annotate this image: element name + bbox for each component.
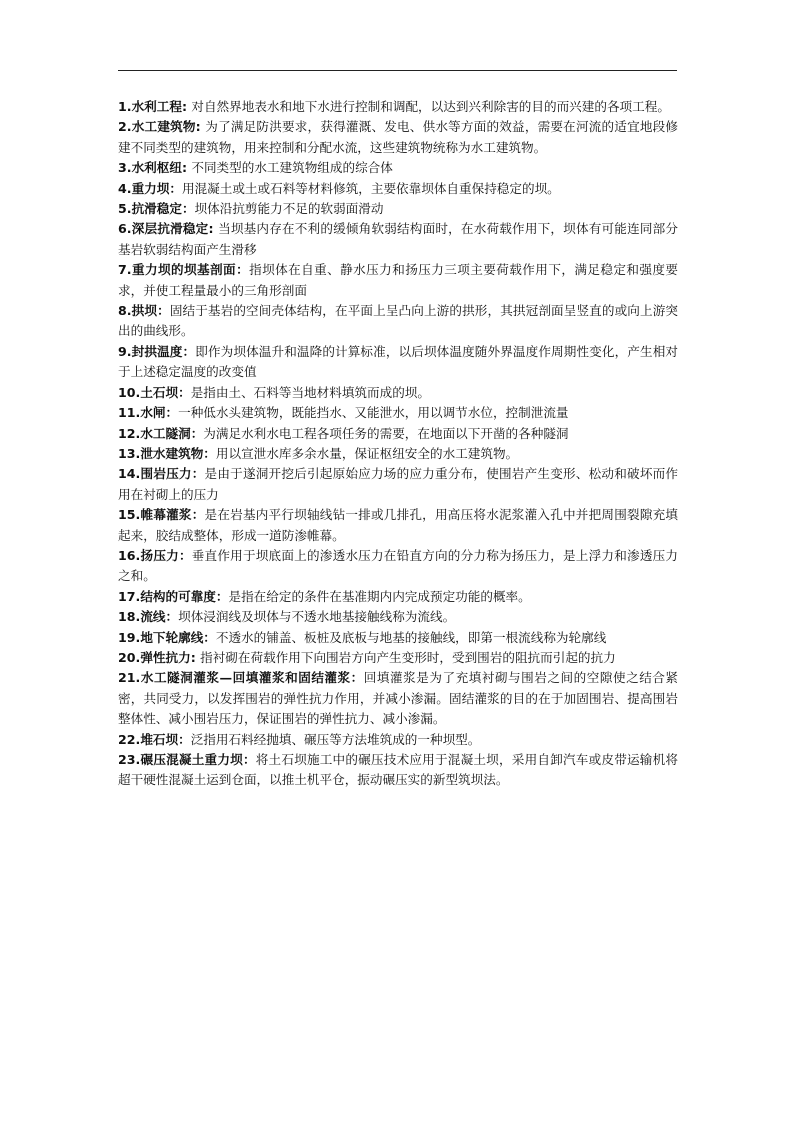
entry-separator: : <box>181 99 192 114</box>
entry-definition: 固结于基岩的空间壳体结构，在平面上呈凸向上游的拱形，其拱冠剖面呈竖直的或向上游突出的曲线形。 <box>118 303 679 339</box>
entry-number: 1. <box>118 99 132 114</box>
glossary-entry <box>118 301 678 342</box>
entry-term: 深层抗滑稳定 <box>131 221 209 237</box>
entry-separator: ： <box>191 507 205 523</box>
glossary-entry <box>118 199 678 219</box>
entry-definition: 坝体浸润线及坝体与不透水地基接触线称为流线。 <box>178 609 456 625</box>
glossary-entry <box>118 383 678 403</box>
glossary-entry <box>118 628 678 648</box>
glossary-entry <box>118 342 678 383</box>
entry-term: 泄水建筑物 <box>140 445 204 461</box>
entry-number: 3. <box>118 160 132 176</box>
entry-term: 水工隧洞 <box>140 425 191 441</box>
header-rule <box>118 70 677 71</box>
entry-number: 21. <box>118 670 141 686</box>
entry-separator: ： <box>190 425 204 441</box>
entry-term: 重力坝的坝基剖面 <box>131 262 237 278</box>
glossary-entry <box>118 219 678 260</box>
entry-definition: 即作为坝体温升和温降的计算标准，以后坝体温度随外界温度作周期性变化，产生相对于上述稳定温度的改变值 <box>118 343 679 380</box>
entry-term: 拱坝 <box>131 303 158 319</box>
entry-definition: 垂直作用于坝底面上的渗透水压力在铅直方向的分力称为扬压力，是上浮力和渗透压力之和。 <box>118 547 679 584</box>
entry-separator: : <box>195 119 206 135</box>
entry-number: 15. <box>118 507 141 523</box>
entry-separator: ： <box>203 445 216 461</box>
entry-separator: ： <box>178 547 192 563</box>
entry-term: 封拱温度 <box>131 343 183 359</box>
entry-term: 扬压力 <box>140 547 179 563</box>
entry-term: 帷幕灌浆 <box>140 507 192 523</box>
entry-number: 13. <box>118 445 141 461</box>
glossary-entry <box>118 158 678 178</box>
entry-separator: : <box>208 221 219 237</box>
entry-term: 结构的可靠度 <box>140 588 216 604</box>
glossary-entry <box>118 97 678 117</box>
entry-separator: : <box>190 649 201 665</box>
entry-separator: ： <box>215 588 229 604</box>
glossary-entry <box>118 668 678 729</box>
entry-definition: 用以宣泄水库多余水量，保证枢纽安全的水工建筑物。 <box>215 445 519 461</box>
entry-term: 水闸 <box>140 405 166 421</box>
entry-term: 围岩压力 <box>140 466 192 482</box>
entry-separator: ： <box>350 670 364 686</box>
entry-separator: : <box>181 160 192 176</box>
entry-definition: 指坝体在自重、静水压力和扬压力三项主要荷载作用下，满足稳定和强度要求，并使工程量最小的三角形剖面 <box>118 262 679 298</box>
entry-definition: 为了满足防洪要求，获得灌溉、发电、供水等方面的效益，需要在河流的适宜地段修建不同类型的建筑物，用来控制和分配水流，这些建筑物统称为水工建筑物。 <box>118 119 679 155</box>
entry-number: 16. <box>118 547 141 563</box>
glossary-entry <box>118 117 678 158</box>
entry-number: 2. <box>118 119 132 135</box>
glossary-entry <box>118 546 678 587</box>
entry-number: 7. <box>118 262 132 278</box>
glossary-entry <box>118 505 678 546</box>
entry-term: 水工建筑物 <box>131 119 196 135</box>
entry-term: 碾压混凝土重力坝 <box>140 752 243 767</box>
entry-number: 5. <box>118 201 132 217</box>
glossary-entry <box>118 587 678 607</box>
entry-definition: 指衬砌在荷载作用下向围岩方向产生变形时，受到围岩的阻抗而引起的抗力 <box>200 649 616 665</box>
entry-separator: ： <box>165 609 179 625</box>
glossary-entry <box>118 260 678 301</box>
entry-separator: ： <box>178 731 191 747</box>
entry-number: 23. <box>118 752 141 767</box>
entry-definition: 用混凝土或土或石料等材料修筑，主要依靠坝体自重保持稳定的坝。 <box>181 180 560 196</box>
entry-definition: 当坝基内存在不利的缓倾角软弱结构面时，在水荷载作用下，坝体有可能连同部分基岩软弱结构面产生滑移 <box>118 221 679 257</box>
entry-separator: ： <box>242 752 256 767</box>
entry-number: 9. <box>118 343 132 359</box>
entry-term: 水工隧洞灌浆—回填灌浆和固结灌浆 <box>140 670 351 686</box>
entry-separator: ： <box>203 629 216 645</box>
glossary-entry <box>118 403 678 423</box>
entry-number: 22. <box>118 731 141 747</box>
entry-definition: 是在岩基内平行坝轴线钻一排或几排孔，用高压将水泥浆灌入孔中并把周围裂隙充填起来，胶结成整体，形成一道防渗帷幕。 <box>118 507 679 543</box>
entry-definition: 为满足水利水电工程各项任务的需要，在地面以下开凿的各种隧洞 <box>203 425 569 441</box>
entry-number: 12. <box>118 425 141 441</box>
entry-definition: 对自然界地表水和地下水进行控制和调配，以达到兴利除害的目的而兴建的各项工程。 <box>191 99 670 114</box>
entry-number: 10. <box>118 384 141 400</box>
entry-definition: 不同类型的水工建筑物组成的综合体 <box>191 160 393 176</box>
entry-term: 弹性抗力 <box>140 649 191 665</box>
entry-separator: ： <box>165 405 179 421</box>
entry-term: 水利工程 <box>131 99 182 114</box>
entry-number: 8. <box>118 303 132 319</box>
entry-separator: ： <box>169 180 182 196</box>
entry-definition: 不透水的铺盖、板桩及底板与地基的接触线，即第一根流线称为轮廓线 <box>215 629 607 645</box>
glossary-entry <box>118 179 678 199</box>
entry-term: 流线 <box>140 609 166 625</box>
entry-number: 18. <box>118 609 141 625</box>
entry-definition: 泛指用石料经抛填、碾压等方法堆筑成的一种坝型。 <box>190 731 481 747</box>
entry-definition: 一种低水头建筑物，既能挡水、又能泄水，用以调节水位，控制泄流量 <box>178 405 569 421</box>
entry-number: 11. <box>118 405 141 421</box>
entry-separator: ： <box>236 262 250 278</box>
entry-term: 重力坝 <box>131 180 170 196</box>
glossary-entry <box>118 607 678 627</box>
entry-number: 4. <box>118 180 132 196</box>
entry-number: 14. <box>118 466 141 482</box>
entry-term: 土石坝 <box>140 384 179 400</box>
glossary-entry <box>118 464 678 505</box>
entry-separator: ： <box>191 466 205 482</box>
entry-separator: ： <box>178 384 191 400</box>
glossary-entry <box>118 444 678 464</box>
entry-term: 堆石坝 <box>140 731 179 747</box>
entry-term: 地下轮廓线 <box>140 629 204 645</box>
glossary-entry <box>118 648 678 668</box>
entry-definition: 坝体沿抗剪能力不足的软弱面滑动 <box>194 201 384 217</box>
entry-number: 20. <box>118 649 141 665</box>
entry-separator: ： <box>181 201 195 217</box>
entry-separator: ： <box>157 303 170 319</box>
entry-definition: 回填灌浆是为了充填衬砌与围岩之间的空隙使之结合紧密，共同受力，以发挥围岩的弹性抗力作用，并减小渗漏。固结灌浆的目的在于加固围岩、提高围岩整体性、减小围岩压力，保证围岩的弹性抗力、减小渗漏。 <box>118 670 679 727</box>
entry-term: 抗滑稳定 <box>131 201 182 217</box>
glossary-entry <box>118 730 678 750</box>
entry-term: 水利枢纽 <box>131 160 182 176</box>
entry-number: 19. <box>118 629 141 645</box>
entry-definition: 是由于遂洞开挖后引起原始应力场的应力重分布，使围岩产生变形、松动和破坏而作用在衬砌上的压力 <box>118 466 679 502</box>
entry-definition: 将土石坝施工中的碾压技术应用于混凝土坝，采用自卸汽车或皮带运输机将超干硬性混凝土运到仓面，以推土机平仓，振动碾压实的新型筑坝法。 <box>118 752 679 788</box>
entry-number: 17. <box>118 588 141 604</box>
entry-definition: 是指在给定的条件在基准期内内完成预定功能的概率。 <box>228 588 531 604</box>
glossary-list <box>118 97 678 791</box>
glossary-entry <box>118 750 678 791</box>
entry-separator: ： <box>182 343 196 359</box>
glossary-entry <box>118 424 678 444</box>
entry-number: 6. <box>118 221 132 237</box>
entry-definition: 是指由土、石料等当地材料填筑而成的坝。 <box>190 384 430 400</box>
